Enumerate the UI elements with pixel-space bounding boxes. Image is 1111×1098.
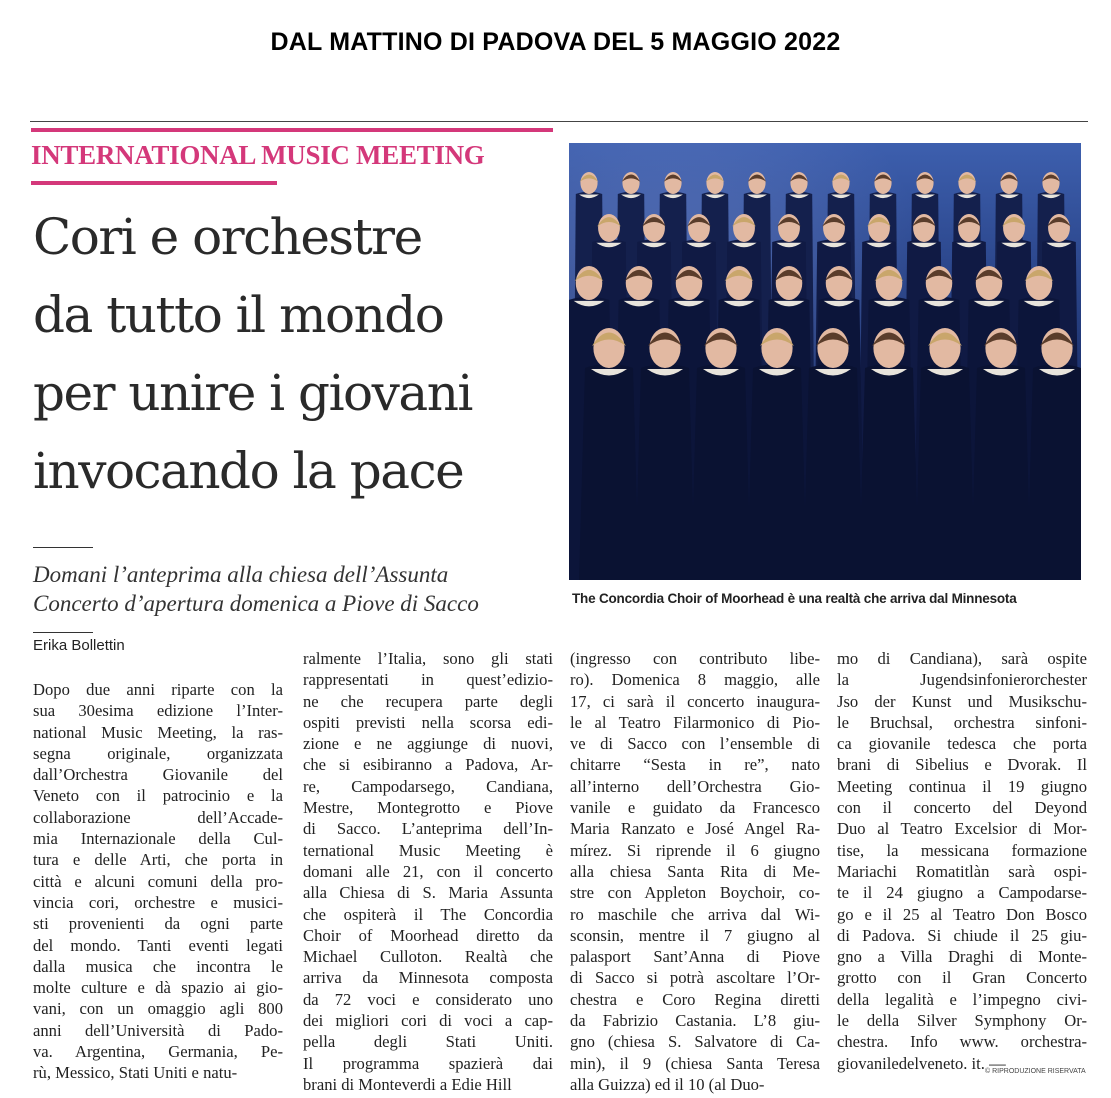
article-line: di Sacco. L’anteprima dell’In-	[303, 819, 553, 839]
article-line: ca giovanile tedesca che porta	[837, 734, 1087, 754]
article-line: sti provenienti da ogni parte	[33, 914, 283, 934]
singer-robe	[579, 364, 639, 580]
subhead-rule	[33, 547, 93, 548]
article-line: ne che recupera parte degli	[303, 691, 553, 711]
article-line: alla chiesa Santa Rita di Me-	[570, 861, 820, 881]
kicker-rule-bottom	[31, 181, 277, 185]
article-line: rappresentati in quest’edizio-	[303, 670, 553, 690]
article-line: le della Silver Symphony Or-	[837, 1011, 1087, 1031]
subhead-line: Concerto d’apertura domenica a Piove di Sacco	[33, 591, 479, 616]
article-line: dall’Orchestra Giovanile del	[33, 765, 283, 785]
article-line: le Bruchsal, orchestra sinfoni-	[837, 712, 1087, 732]
page-rule	[30, 121, 1088, 122]
article-line: sua 30esima edizione l’Inter-	[33, 701, 283, 721]
article-line: all’interno dell’Orchestra Gio-	[570, 776, 820, 796]
article-line: segna originale, organizzata	[33, 743, 283, 763]
article-line: Il programma spazierà dai	[303, 1053, 553, 1073]
article-line: mo di Candiana), sarà ospite	[837, 649, 1087, 668]
singer-robe	[1027, 364, 1081, 580]
article-line: arriva da Minnesota composta	[303, 968, 553, 988]
article-line: go e il 25 al Teatro Don Bosco	[837, 904, 1087, 924]
article-line: (ingresso con contributo libe-	[570, 649, 820, 668]
article-line: te il 24 giugno a Campodarse-	[837, 883, 1087, 903]
singer-robe	[691, 364, 751, 580]
singer-robe	[635, 364, 695, 580]
article-line: vani, con un omaggio agli 800	[33, 999, 283, 1019]
article-line: dalla musica che incontra le	[33, 956, 283, 976]
article-line: brani di Sibelius e Dvorak. Il	[837, 755, 1087, 775]
article-line: 17, ci sarà il concerto inaugura-	[570, 691, 820, 711]
article-line: tura e delle Arti, che porta in	[33, 850, 283, 870]
article-line: da Fabrizio Castania. L’8 giu-	[570, 1011, 820, 1031]
article-line: anni dell’Università di Pado-	[33, 1020, 283, 1040]
article-line: collaborazione dell’Accade-	[33, 807, 283, 827]
article-line: gno a Villa Draghi di Monte-	[837, 947, 1087, 967]
headline-line: invocando la pace	[33, 442, 464, 500]
article-line: gno (chiesa S. Salvatore di Ca-	[570, 1032, 820, 1052]
article-line: ospiti previsti nella scorsa edi-	[303, 712, 553, 732]
article-column-1	[33, 679, 283, 1084]
article-line: dei migliori cori di voci a cap-	[303, 1011, 553, 1031]
article-line: alla Chiesa di S. Maria Assunta	[303, 883, 553, 903]
kicker-rule-top	[31, 128, 553, 132]
byline: Erika Bollettin	[33, 637, 125, 654]
subhead	[33, 560, 563, 618]
singer-robe	[803, 364, 863, 580]
article-line: Choir of Moorhead diretto da	[303, 925, 553, 945]
headline-line: per unire i giovani	[33, 364, 472, 422]
article-line: ro). Domenica 8 maggio, alle	[570, 670, 820, 690]
singer-robe	[915, 364, 975, 580]
subhead-line: Domani l’anteprima alla chiesa dell’Assunta	[33, 562, 449, 587]
article-line: ralmente l’Italia, sono gli stati	[303, 649, 553, 668]
article-line: national Music Meeting, la ras-	[33, 722, 283, 742]
article-line: Veneto con il patrocinio e la	[33, 786, 283, 806]
article-line: città e alcuni comuni della pro-	[33, 871, 283, 891]
article-line: Dopo due anni riparte con la	[33, 680, 283, 699]
article-line: brani di Monteverdi a Edie Hill	[303, 1074, 512, 1094]
article-column-4	[837, 648, 1087, 1074]
article-line: con il concerto del Deyond	[837, 798, 1087, 818]
section-kicker: INTERNATIONAL MUSIC MEETING	[31, 140, 485, 170]
article-line: chitarre “Sesta in re”, nato	[570, 755, 820, 775]
article-line: vanile e guidato da Francesco	[570, 798, 820, 818]
source-line: DAL MATTINO DI PADOVA DEL 5 MAGGIO 2022	[270, 28, 841, 56]
article-line: di Padova. Si chiude il 25 giu-	[837, 925, 1087, 945]
article-line: Michael Culloton. Realtà che	[303, 947, 553, 967]
article-column-3	[570, 648, 820, 1095]
article-line: mia Internazionale della Cul-	[33, 829, 283, 849]
choir-photo	[569, 143, 1081, 580]
article-line: che si esibiranno a Padova, Ar-	[303, 755, 553, 775]
article-line: ro maschile che arriva dal Wi-	[570, 904, 820, 924]
article-column-2	[303, 648, 553, 1095]
article-line: tise, la messicana formazione	[837, 840, 1087, 860]
article-line: va. Argentina, Germania, Pe-	[33, 1042, 283, 1062]
article-line: mírez. Si riprende il 6 giugno	[570, 840, 820, 860]
article-line: giovaniledelveneto. it. —	[837, 1053, 1006, 1073]
article-line: zione e ne aggiunge di nuovi,	[303, 734, 553, 754]
choir-photo-image	[569, 143, 1081, 580]
article-line: le al Teatro Filarmonico di Pio-	[570, 712, 820, 732]
article-line: sconsin, mentre il 7 giugno al	[570, 925, 820, 945]
article-line: chestra e Coro Regina diretti	[570, 989, 820, 1009]
article-line: ternational Music Meeting è	[303, 840, 553, 860]
singer-robe	[747, 364, 807, 580]
article-line: Maria Ranzato e José Angel Ra-	[570, 819, 820, 839]
article-line: molte culture e dà spazio ai gio-	[33, 978, 283, 998]
singer-robe	[859, 364, 919, 580]
article-line: Duo al Teatro Excelsior di Mor-	[837, 819, 1087, 839]
article-line: da 72 voci e considerato uno	[303, 989, 553, 1009]
headline	[33, 198, 563, 510]
byline-rule	[33, 632, 93, 633]
article-line: Mestre, Montegrotto e Piove	[303, 798, 553, 818]
article-line: ve di Sacco con l’ensemble di	[570, 734, 820, 754]
article-line: di Sacco si potrà ascoltare l’Or-	[570, 968, 820, 988]
article-line: grotto con il Gran Concerto	[837, 968, 1087, 988]
article-line: stre con Appleton Boychoir, co-	[570, 883, 820, 903]
headline-line: Cori e orchestre	[33, 208, 422, 266]
article-line: chestra. Info www. orchestra-	[837, 1032, 1087, 1052]
article-line: re, Campodarsego, Candiana,	[303, 776, 553, 796]
article-line: Meeting continua il 19 giugno	[837, 776, 1087, 796]
article-line: rù, Messico, Stati Uniti e natu-	[33, 1063, 238, 1083]
copyright-notice: © RIPRODUZIONE RISERVATA	[985, 1068, 1086, 1075]
photo-caption: The Concordia Choir of Moorhead è una realtà che arriva dal Minnesota	[572, 591, 1017, 606]
article-line: la Jugendsinfonierorchester	[837, 670, 1087, 690]
article-line: min), il 9 (chiesa Santa Teresa	[570, 1053, 820, 1073]
article-line: pella degli Stati Uniti.	[303, 1032, 553, 1052]
headline-line: da tutto il mondo	[33, 286, 444, 344]
article-line: alla Guizza) ed il 10 (al Duo-	[570, 1074, 765, 1094]
article-line: Jso der Kunst und Musikschu-	[837, 691, 1087, 711]
article-line: della legalità e l’impegno civi-	[837, 989, 1087, 1009]
singer-robe	[971, 364, 1031, 580]
article-line: del mondo. Tanti eventi legati	[33, 935, 283, 955]
article-line: palasport Sant’Anna di Piove	[570, 947, 820, 967]
article-line: che ospiterà il The Concordia	[303, 904, 553, 924]
article-line: Mariachi Romatitlàn sarà ospi-	[837, 861, 1087, 881]
article-line: vincia cori, orchestre e musici-	[33, 892, 283, 912]
article-line: domani alle 21, con il concerto	[303, 861, 553, 881]
